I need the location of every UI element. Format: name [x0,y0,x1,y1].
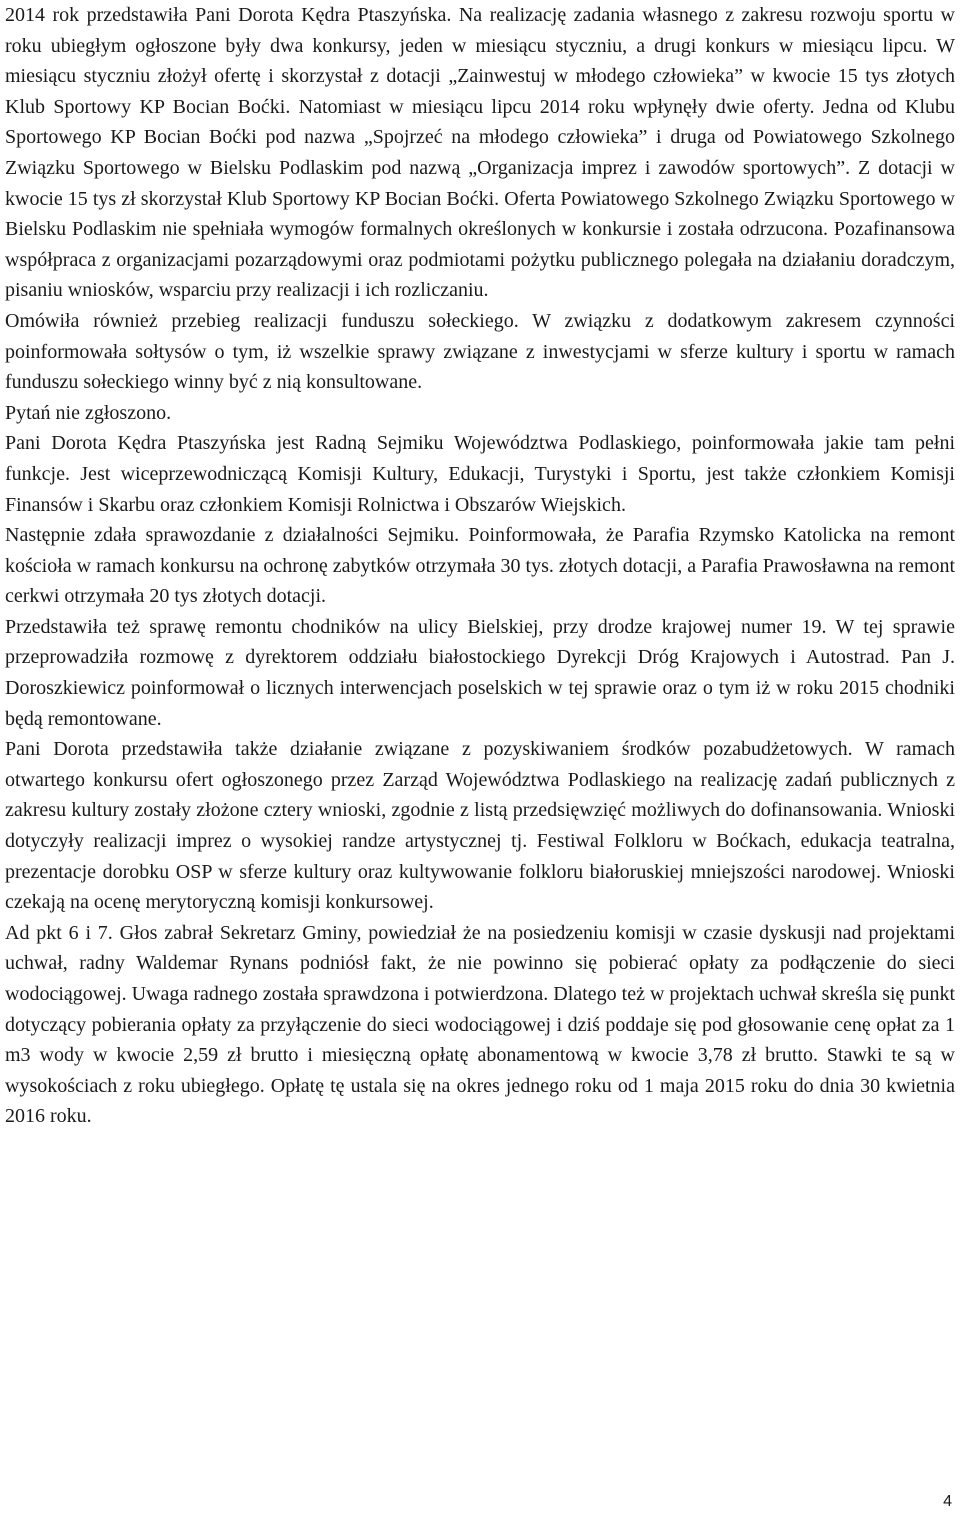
paragraph-village-fund: Omówiła również przebieg realizacji funduszu sołeckiego. W związku z dodatkowym zakresem czynności poinformowała sołtysów o tym, iż wszelkie sprawy związane z inwestycjami w sferze kultury i sportu w ramach funduszu sołeckiego winny być z nią konsultowane. [5,309,955,394]
paragraph-no-questions: Pytań nie zgłoszono. [5,401,172,424]
paragraph-regional-councillor: Pani Dorota Kędra Ptaszyńska jest Radną Sejmiku Województwa Podlaskiego, poinformowała jakie tam pełni funkcje. Jest wiceprzewodniczącą Komisji Kultury, Edukacji, Turystyki i Sportu, jest także członkiem Komisji Finansów i Skarbu oraz członkiem Komisji Rolnictwa i Obszarów Wiejskich. [5,432,955,516]
paragraph-sejmik-report: Następnie zdała sprawozdanie z działalności Sejmiku. Poinformowała, że Parafia Rzymsko Katolicka na remont kościoła w ramach konkursu na ochronę zabytków otrzymała 30 tys. złotych dotacji, a Parafia Prawosławna na remont cerkwi otrzymała 20 tys złotych dotacji. [5,524,955,608]
paragraph-agenda-items-6-7: Ad pkt 6 i 7. Głos zabrał Sekretarz Gminy, powiedział że na posiedzeniu komisji w czasie dyskusji nad projektami uchwał, radny Waldemar Rynans podniósł fakt, że nie powinno się pobierać opłaty za podłączenie do sieci wodociągowej. Uwaga radnego została sprawdzona i potwierdzona. Dlatego też w projektach uchwał skreśla się punkt dotyczący pobierania opłaty za przyłączenie do sieci wodociągowej i dziś poddaje się pod głosowanie cenę opłat za 1 m3 wody w kwocie 2,59 zł brutto i miesięczną opłatę abonamentową w kwocie 3,78 zł brutto. Stawki te są w wysokościach z roku ubiegłego. Opłatę tę ustala się na okres jednego roku od 1 maja 2015 roku do dnia 30 kwietnia 2016 roku. [5,921,955,1128]
page-number: 4 [943,1493,952,1510]
paragraph-sport-contests: 2014 rok przedstawiła Pani Dorota Kędra Ptaszyńska. Na realizację zadania własnego z zakresu rozwoju sportu w roku ubiegłym ogłoszone były dwa konkursy, jeden w miesiącu styczniu, a drugi konkurs w miesiącu lipcu. W miesiącu styczniu złożył ofertę i skorzystał z dotacji „Zainwestuj w młodego człowieka” w kwocie 15 tys złotych Klub Sportowy KP Bocian Boćki. Natomiast w miesiącu lipcu 2014 roku wpłynęły dwie oferty. Jedna od Klubu Sportowego KP Bocian Boćki pod nazwa „Spojrzeć na młodego człowieka” i druga od Powiatowego Szkolnego Związku Sportowego w Bielsku Podlaskim pod nazwą „Organizacja imprez i zawodów sportowych”. Z dotacji w kwocie 15 tys zł skorzystał Klub Sportowy KP Bocian Boćki. Oferta Powiatowego Szkolnego Związku Sportowego w Bielsku Podlaskim nie spełniała wymogów formalnych określonych w konkursie i została odrzucona. Pozafinansowa współpraca z organizacjami pozarządowymi oraz podmiotami pożytku publicznego polegała na działaniu doradczym, pisaniu wniosków, wsparciu przy realizacji i ich rozliczaniu. [5,4,955,302]
paragraph-sidewalk-repair: Przedstawiła też sprawę remontu chodników na ulicy Bielskiej, przy drodze krajowej numer 19. W tej sprawie przeprowadziła rozmowę z dyrektorem oddziału białostockiego Dyrekcji Dróg Krajowych i Autostrad. Pan J. Doroszkiewicz poinformował o licznych interwencjach poselskich w tej sprawie oraz o tym iż w roku 2015 chodniki będą remontowane. [5,615,955,730]
document-page [5,0,955,1132]
paragraph-external-funding: Pani Dorota przedstawiła także działanie związane z pozyskiwaniem środków pozabudżetowych. W ramach otwartego konkursu ofert ogłoszonego przez Zarząd Województwa Podlaskiego na realizację zadań publicznych z zakresu kultury zostały złożone cztery wnioski, zgodnie z listą przedsięwzięć możliwych do dofinansowania. Wnioski dotyczyły realizacji imprez o wysokiej randze artystycznej tj. Festiwal Folkloru w Boćkach, edukacja teatralna, prezentacje dorobku OSP w sferze kultury oraz kultywowanie folkloru białoruskiej mniejszości narodowej. Wnioski czekają na ocenę merytoryczną komisji konkursowej. [5,738,955,914]
